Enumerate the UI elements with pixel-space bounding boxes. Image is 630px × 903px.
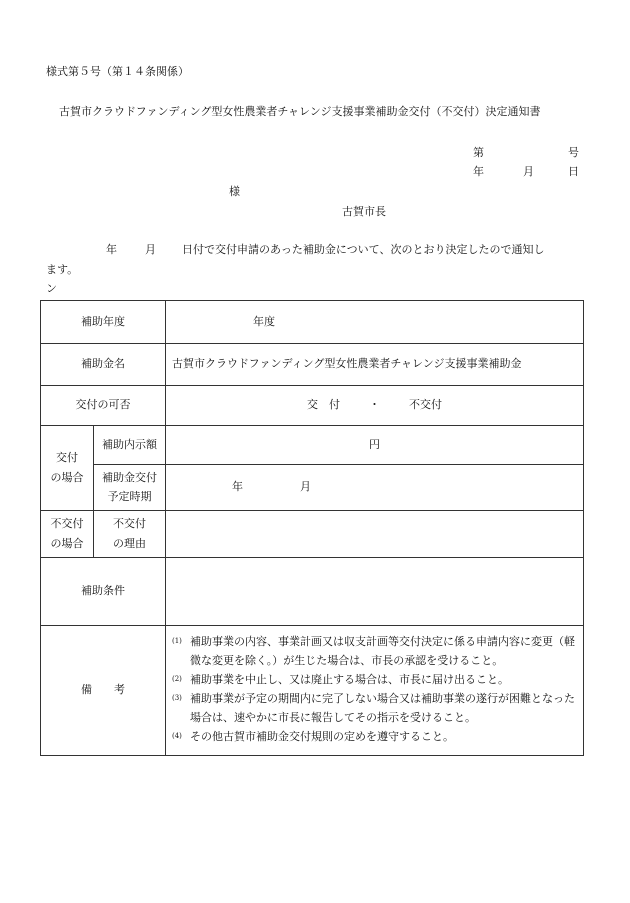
reason-label-line2: の理由 [113,536,146,550]
schedule-label-line1: 補助金交付 [102,470,157,484]
stray-character: ン [46,282,57,295]
date-year: 年 [473,165,484,178]
remark-text: その他古賀市補助金交付規則の定めを遵守すること。 [190,730,454,743]
issuer: 古賀市長 [342,205,386,218]
grant-case-label [41,426,94,511]
nongrant-case-label-line2: の場合 [50,536,84,550]
schedule-value [166,465,584,511]
remark-item [172,632,577,670]
conditions-label: 補助条件 [41,558,166,626]
form-number: 様式第５号（第１４条関係） [46,65,189,78]
remarks-list [166,626,584,756]
date-month: 月 [523,165,534,178]
decision-table [40,300,584,756]
row-decision [41,386,584,426]
remark-number: (2) [172,675,182,683]
amount-unit: 円 [166,426,584,465]
row-amount [41,426,584,465]
schedule-label-line2: 予定時期 [107,490,152,503]
schedule-year: 年 [232,480,243,494]
amount-label: 補助内示額 [94,426,166,465]
subsidy-name-label: 補助金名 [41,344,166,386]
decision-option-grant: 交 付 [307,398,340,412]
nongrant-case-label [41,511,94,558]
body-text-line1: 日付で交付申請のあった補助金について、次のとおり決定したので通知し [182,243,545,256]
remark-item [172,689,577,727]
doc-no-prefix: 第 [473,146,484,159]
grant-case-label-line2: の場合 [50,471,84,484]
row-remarks [41,626,584,756]
decision-separator: ・ [369,398,380,412]
remark-item [172,670,577,689]
row-subsidy-name [41,344,584,386]
reason-label-line1: 不交付 [113,517,146,531]
fiscal-year-value: 年度 [166,301,584,344]
decision-label: 交付の可否 [41,386,166,426]
remark-number: (1) [172,637,182,645]
body-text-line2: ます。 [46,263,79,276]
remark-number: (4) [172,732,182,740]
schedule-month: 月 [300,480,311,494]
remark-text: 補助事業の内容、事業計画又は収支計画等交付決定に係る申請内容に変更（軽微な変更を除く。）が生じた場合は、市長の承認を受けること。 [190,635,575,667]
addressee-suffix: 様 [229,185,240,198]
document-title: 古賀市クラウドファンディング型女性農業者チャレンジ支援事業補助金交付（不交付）決定通知書 [59,105,541,118]
reason-label [94,511,166,558]
body-month: 月 [145,243,156,256]
conditions-value [166,558,584,626]
row-schedule [41,465,584,511]
reason-value [166,511,584,558]
schedule-label [94,465,166,511]
grant-case-label-line1: 交付 [56,450,78,464]
remarks-label: 備 考 [41,626,166,756]
date-day: 日 [568,165,579,178]
remark-text: 補助事業が予定の期間内に完了しない場合又は補助事業の遂行が困難となった場合は、速やかに市長に報告してその指示を受けること。 [190,692,575,724]
row-conditions [41,558,584,626]
row-fiscal-year [41,301,584,344]
row-nongrant [41,511,584,558]
body-year: 年 [106,243,117,256]
decision-options [166,386,584,426]
remark-text: 補助事業を中止し、又は廃止する場合は、市長に届け出ること。 [190,673,509,686]
decision-option-nongrant: 不交付 [409,398,442,412]
remark-number: (3) [172,694,182,702]
fiscal-year-label: 補助年度 [41,301,166,344]
subsidy-name-value: 古賀市クラウドファンディング型女性農業者チャレンジ支援事業補助金 [166,344,584,386]
nongrant-case-label-line1: 不交付 [50,517,84,531]
doc-no-suffix: 号 [568,146,579,159]
remark-item [172,727,577,746]
